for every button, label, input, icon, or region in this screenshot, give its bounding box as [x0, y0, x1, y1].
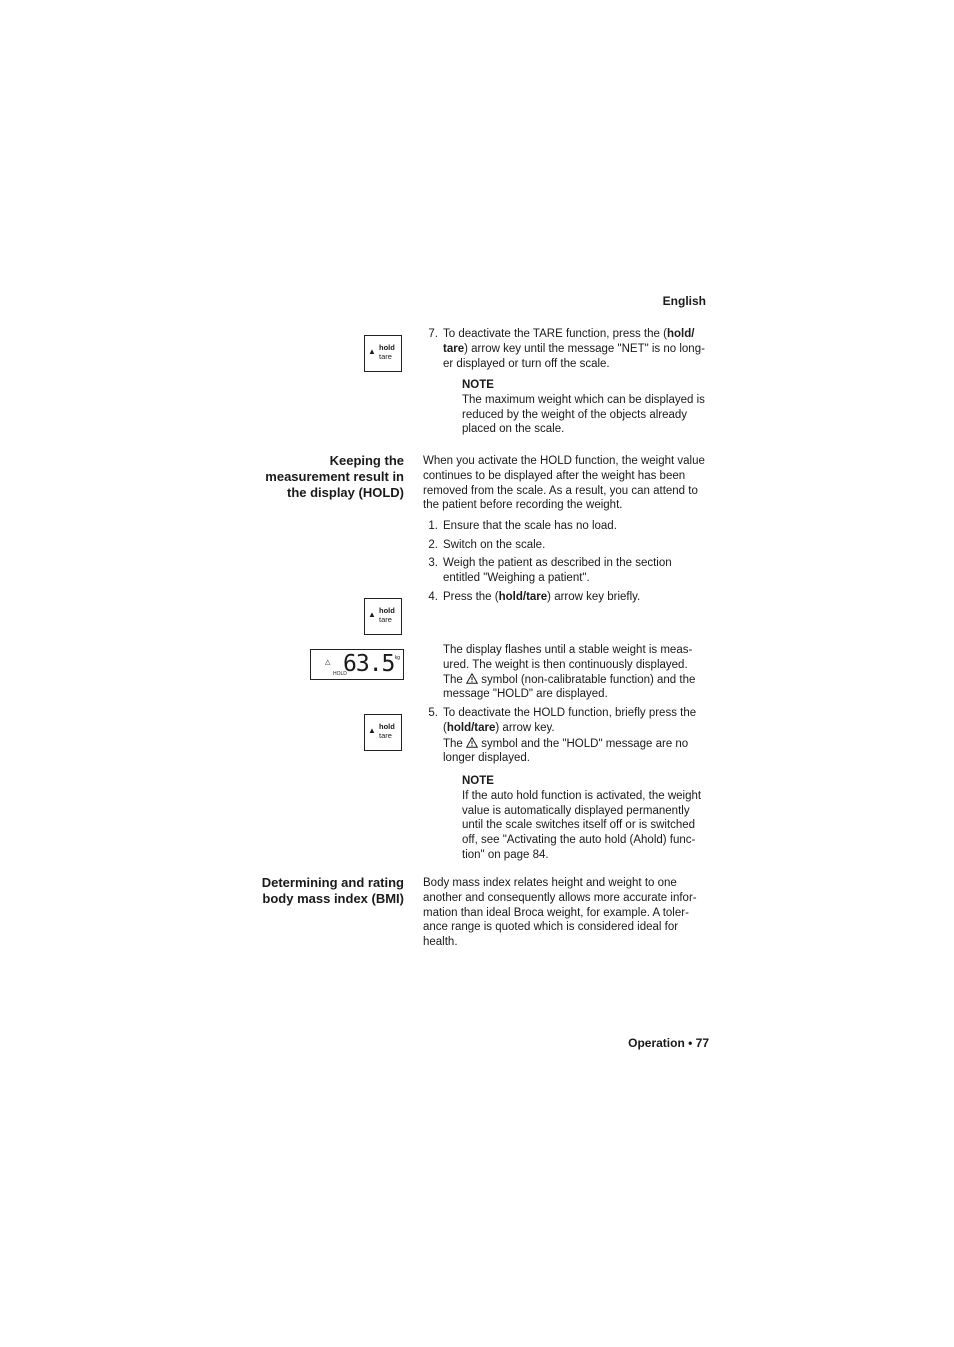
text: ured. The weight is then continuously displayed.: [443, 658, 688, 671]
heading-line: Determining and rating: [261, 875, 404, 890]
text: When you activate the HOLD function, the weight value: [423, 455, 705, 467]
page-language: English: [662, 294, 706, 308]
step-7: [428, 327, 713, 371]
text: health.: [423, 936, 458, 949]
text: The display flashes until a stable weight is meas-: [443, 644, 693, 656]
heading-line: the display (HOLD): [286, 485, 404, 500]
note-line: value is automatically displayed permanently: [462, 804, 690, 817]
hold-tare-key-icon: [364, 598, 402, 635]
text: To deactivate the HOLD function, briefly press the: [443, 707, 697, 719]
hold-intro: [423, 454, 713, 513]
key-hold-label: hold: [379, 343, 395, 352]
display-hold-label: HOLD: [333, 671, 347, 677]
heading-line: Keeping the: [329, 453, 404, 468]
step-number: 4.: [428, 591, 438, 603]
arrow-up-icon: ▲: [368, 610, 376, 619]
section-heading-bmi: [204, 875, 404, 907]
text: er displayed or turn off the scale.: [443, 357, 610, 370]
text: To deactivate the TARE function, press the (: [443, 328, 667, 340]
note-1: [462, 378, 712, 437]
note-2: [462, 774, 712, 863]
text: Body mass index relates height and weight to one: [423, 877, 677, 889]
step-number: 7.: [428, 328, 438, 340]
heading-line: measurement result in: [265, 469, 404, 484]
key-tare-label: tare: [379, 615, 392, 624]
text: mation than ideal Broca weight, for example. A toler-: [423, 906, 689, 919]
text-bold: hold/: [666, 328, 695, 340]
note-line: tion" on page 84.: [462, 848, 549, 861]
text: another and consequently allows more accurate infor-: [423, 891, 697, 904]
text: (: [443, 721, 447, 734]
note-line: reduced by the weight of the objects already: [462, 408, 688, 421]
key-tare-label: tare: [379, 731, 392, 740]
note-line: If the auto hold function is activated, the weight: [462, 789, 702, 802]
arrow-up-icon: ▲: [368, 347, 376, 356]
text: ) arrow key until the message "NET" is no long-: [464, 342, 705, 355]
step-1: [428, 519, 713, 534]
text: Ensure that the scale has no load.: [443, 520, 617, 532]
hold-tare-key-icon: [364, 714, 402, 751]
hold-tare-key-icon: [364, 335, 402, 372]
key-tare-label: tare: [379, 352, 392, 361]
text: entitled "Weighing a patient".: [443, 571, 590, 584]
text: symbol and the "HOLD" message are no: [481, 737, 689, 750]
display-weight: 63.5: [343, 651, 395, 677]
step-5: [428, 706, 713, 766]
warning-triangle-icon: [466, 737, 478, 748]
step-4: [428, 590, 713, 605]
text: The: [443, 737, 463, 750]
step-2: [428, 538, 713, 553]
text: Press the (: [443, 591, 499, 603]
text: Weigh the patient as described in the section: [443, 557, 672, 569]
display-unit: kg: [394, 655, 400, 661]
text: continues to be displayed after the weight has been: [423, 469, 686, 482]
text-bold: hold/tare: [446, 721, 496, 734]
step-number: 2.: [428, 539, 438, 551]
heading-line: body mass index (BMI): [262, 891, 404, 906]
section-heading-hold: [204, 453, 404, 501]
note-line: The maximum weight which can be displayed is: [462, 393, 705, 406]
arrow-up-icon: ▲: [368, 726, 376, 735]
note-line: until the scale switches itself off or is switched: [462, 819, 696, 832]
step-number: 1.: [428, 520, 438, 532]
text: the patient before recording the weight.: [423, 499, 623, 512]
scale-display-icon: [310, 649, 404, 680]
step-number: 5.: [428, 707, 438, 719]
text: Switch on the scale.: [443, 539, 546, 551]
text: removed from the scale. As a result, you can attend to: [423, 484, 698, 497]
page-footer: Operation • 77: [628, 1036, 709, 1050]
text-bold: tare: [443, 342, 465, 355]
note-line: placed on the scale.: [462, 423, 565, 436]
key-hold-label: hold: [379, 606, 395, 615]
display-description: [443, 643, 713, 702]
text: symbol (non-calibratable function) and the: [481, 673, 696, 686]
bmi-body: [423, 876, 713, 950]
text: The: [443, 673, 463, 686]
warning-triangle-icon: △: [325, 659, 331, 666]
text-bold: hold/tare: [498, 591, 548, 603]
text: longer displayed.: [443, 752, 530, 765]
note-title: NOTE: [462, 775, 494, 787]
warning-triangle-icon: [466, 673, 478, 684]
note-title: NOTE: [462, 379, 494, 391]
text: ) arrow key briefly.: [547, 591, 641, 603]
key-hold-label: hold: [379, 722, 395, 731]
text: message "HOLD" are displayed.: [443, 688, 608, 701]
text: ance range is quoted which is considered ideal for: [423, 921, 679, 934]
step-3: [428, 556, 713, 586]
step-number: 3.: [428, 557, 438, 569]
note-line: off, see "Activating the auto hold (Ahold) func-: [462, 834, 696, 847]
text: ) arrow key.: [495, 721, 555, 734]
